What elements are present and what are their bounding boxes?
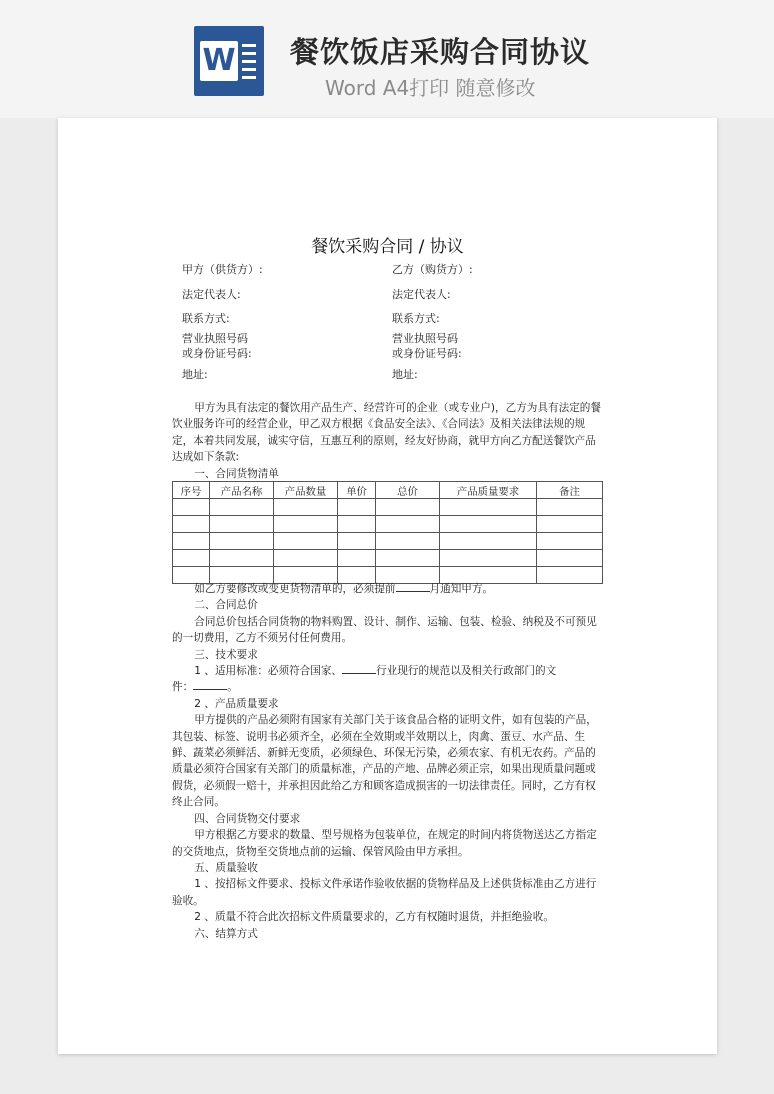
table-cell — [274, 516, 338, 533]
section5-1: 1 、按招标文件要求、投标文件承诺作验收依据的货物样品及上述供货标准由乙方进行验收。 — [172, 878, 597, 907]
table-cell — [537, 516, 603, 533]
table-cell — [210, 533, 274, 550]
section3-1-tail-text: 件： — [172, 681, 194, 694]
table-cell — [376, 550, 440, 567]
table-cell — [210, 550, 274, 567]
table-cell — [338, 499, 376, 516]
party-a-legal-rep: 法定代表人: — [182, 288, 241, 301]
party-a-role: 甲方（供货方）: — [182, 263, 263, 276]
table-cell — [440, 550, 537, 567]
table-cell — [274, 533, 338, 550]
main-body — [172, 581, 602, 942]
intro-paragraph: 甲方为具有法定的餐饮用产品生产、经营许可的企业（或专业户)，乙方为具有法定的餐饮业服务许可的经营企业，甲乙双方根据《食品安全法》、《合同法》及相关法律法规的规定，本着共同发展，诚实守信，互惠互利的原则，经友好协商，就甲方向乙方配送餐饮产品达成如下条款: — [172, 402, 601, 464]
table-cell — [537, 533, 603, 550]
section5-2: 2 、质量不符合此次招标文件质量要求的，乙方有权随时退货，并拒绝验收。 — [194, 911, 554, 924]
document-page — [58, 118, 717, 1054]
table-row — [173, 550, 603, 567]
blank-line — [396, 581, 430, 592]
table-cell — [440, 499, 537, 516]
table-header-cell: 产品名称 — [210, 482, 274, 499]
section3-2-text: 甲方提供的产品必须附有国家有关部门关于该食品合格的证明文件，如有包装的产品，其包装、标签、说明书必须齐全，必须在全效期或半效期以上，肉禽、蛋豆、水产品、生鲜、蔬菜必须鲜活、新鲜无变质，必须绿色、环保无污染，必须农家、有机无农药。产品的质量必须符合国家有关部门的质量标准，产品的产地、品牌必须正宗，如果出现质量问题或假货，必须假一赔十，并承担因此给乙方和顾客造成损害的一切法律责任。同时，乙方有权终止合同。 — [172, 714, 597, 809]
table-row — [173, 533, 603, 550]
table-cell — [376, 533, 440, 550]
table-cell — [338, 533, 376, 550]
table-header-cell: 备注 — [537, 482, 603, 499]
section3-1-text-end: 行业现行的规范以及相关行政部门的文 — [376, 665, 557, 678]
banner-title: 餐饮饭店采购合同协议 — [290, 35, 591, 69]
table-cell — [210, 499, 274, 516]
list-change-text: 如乙方要修改或变更货物清单的，必须提前 — [194, 583, 396, 595]
table-header-cell: 产品质量要求 — [440, 482, 537, 499]
section1-heading: 一、合同货物清单 — [194, 467, 279, 480]
section3-2-heading: 2 、产品质量要求 — [194, 697, 279, 710]
table-cell — [210, 516, 274, 533]
section3-1-tail-end: 。 — [227, 681, 238, 694]
table-cell — [537, 499, 603, 516]
table-cell — [173, 550, 210, 567]
section3-1-tail — [172, 679, 602, 695]
section5-heading: 五、质量验收 — [194, 861, 258, 874]
section6-heading: 六、结算方式 — [194, 927, 258, 940]
party-a-license-1: 营业执照号码 — [182, 332, 248, 345]
party-b-license-1: 营业执照号码 — [392, 332, 458, 345]
table-cell — [173, 533, 210, 550]
table-cell — [376, 516, 440, 533]
section4-heading: 四、合同货物交付要求 — [194, 812, 301, 825]
header-banner — [0, 0, 774, 118]
table-cell — [338, 516, 376, 533]
table-cell — [173, 516, 210, 533]
party-a-license-2: 或身份证号码: — [182, 347, 252, 360]
table-header-cell: 产品数量 — [274, 482, 338, 499]
table-cell — [274, 499, 338, 516]
table-header-cell: 单价 — [338, 482, 376, 499]
section3-1-text: 1 、适用标准：必须符合国家、 — [194, 665, 343, 678]
word-icon-lines — [242, 44, 256, 84]
table-header-cell: 序号 — [173, 482, 210, 499]
word-icon-letter: W — [200, 41, 238, 81]
party-b-role: 乙方（购货方）: — [392, 263, 473, 276]
party-b-address: 地址: — [392, 368, 418, 381]
table-header-cell: 总价 — [376, 482, 440, 499]
section4-text: 甲方根据乙方要求的数量、型号规格为包装单位，在规定的时间内将货物送达乙方指定的交货地点，货物至交货地点前的运输、保管风险由甲方承担。 — [172, 829, 597, 858]
party-b-contact: 联系方式: — [392, 312, 440, 325]
blank-line — [342, 663, 376, 674]
document-title: 餐饮采购合同 / 协议 — [311, 237, 464, 257]
party-b-license-2: 或身份证号码: — [392, 347, 462, 360]
section3-1 — [172, 663, 602, 679]
banner-subtitle: Word A4打印 随意修改 — [325, 76, 536, 100]
table-row — [173, 516, 603, 533]
table-cell — [173, 499, 210, 516]
table-cell — [440, 516, 537, 533]
party-b-legal-rep: 法定代表人: — [392, 288, 451, 301]
party-a-address: 地址: — [182, 368, 208, 381]
section3-heading: 三、技术要求 — [194, 648, 258, 661]
intro-block — [172, 400, 602, 482]
party-a-contact: 联系方式: — [182, 312, 230, 325]
table-cell — [274, 550, 338, 567]
list-change-text-end: 月通知甲方。 — [429, 583, 494, 595]
table-row — [173, 499, 603, 516]
table-body — [173, 499, 603, 584]
list-change-note — [172, 581, 602, 597]
blank-line — [193, 679, 227, 690]
table-cell — [440, 533, 537, 550]
table-cell — [376, 499, 440, 516]
section2-heading: 二、合同总价 — [194, 599, 258, 612]
word-icon — [194, 26, 264, 96]
goods-table — [172, 481, 603, 584]
table-header-row — [173, 482, 603, 499]
section2-text: 合同总价包括合同货物的物料购置、设计、制作、运输、包装、检验、纳税及不可预见的一切费用，乙方不须另付任何费用。 — [172, 615, 597, 645]
table-cell — [338, 550, 376, 567]
table-cell — [537, 550, 603, 567]
